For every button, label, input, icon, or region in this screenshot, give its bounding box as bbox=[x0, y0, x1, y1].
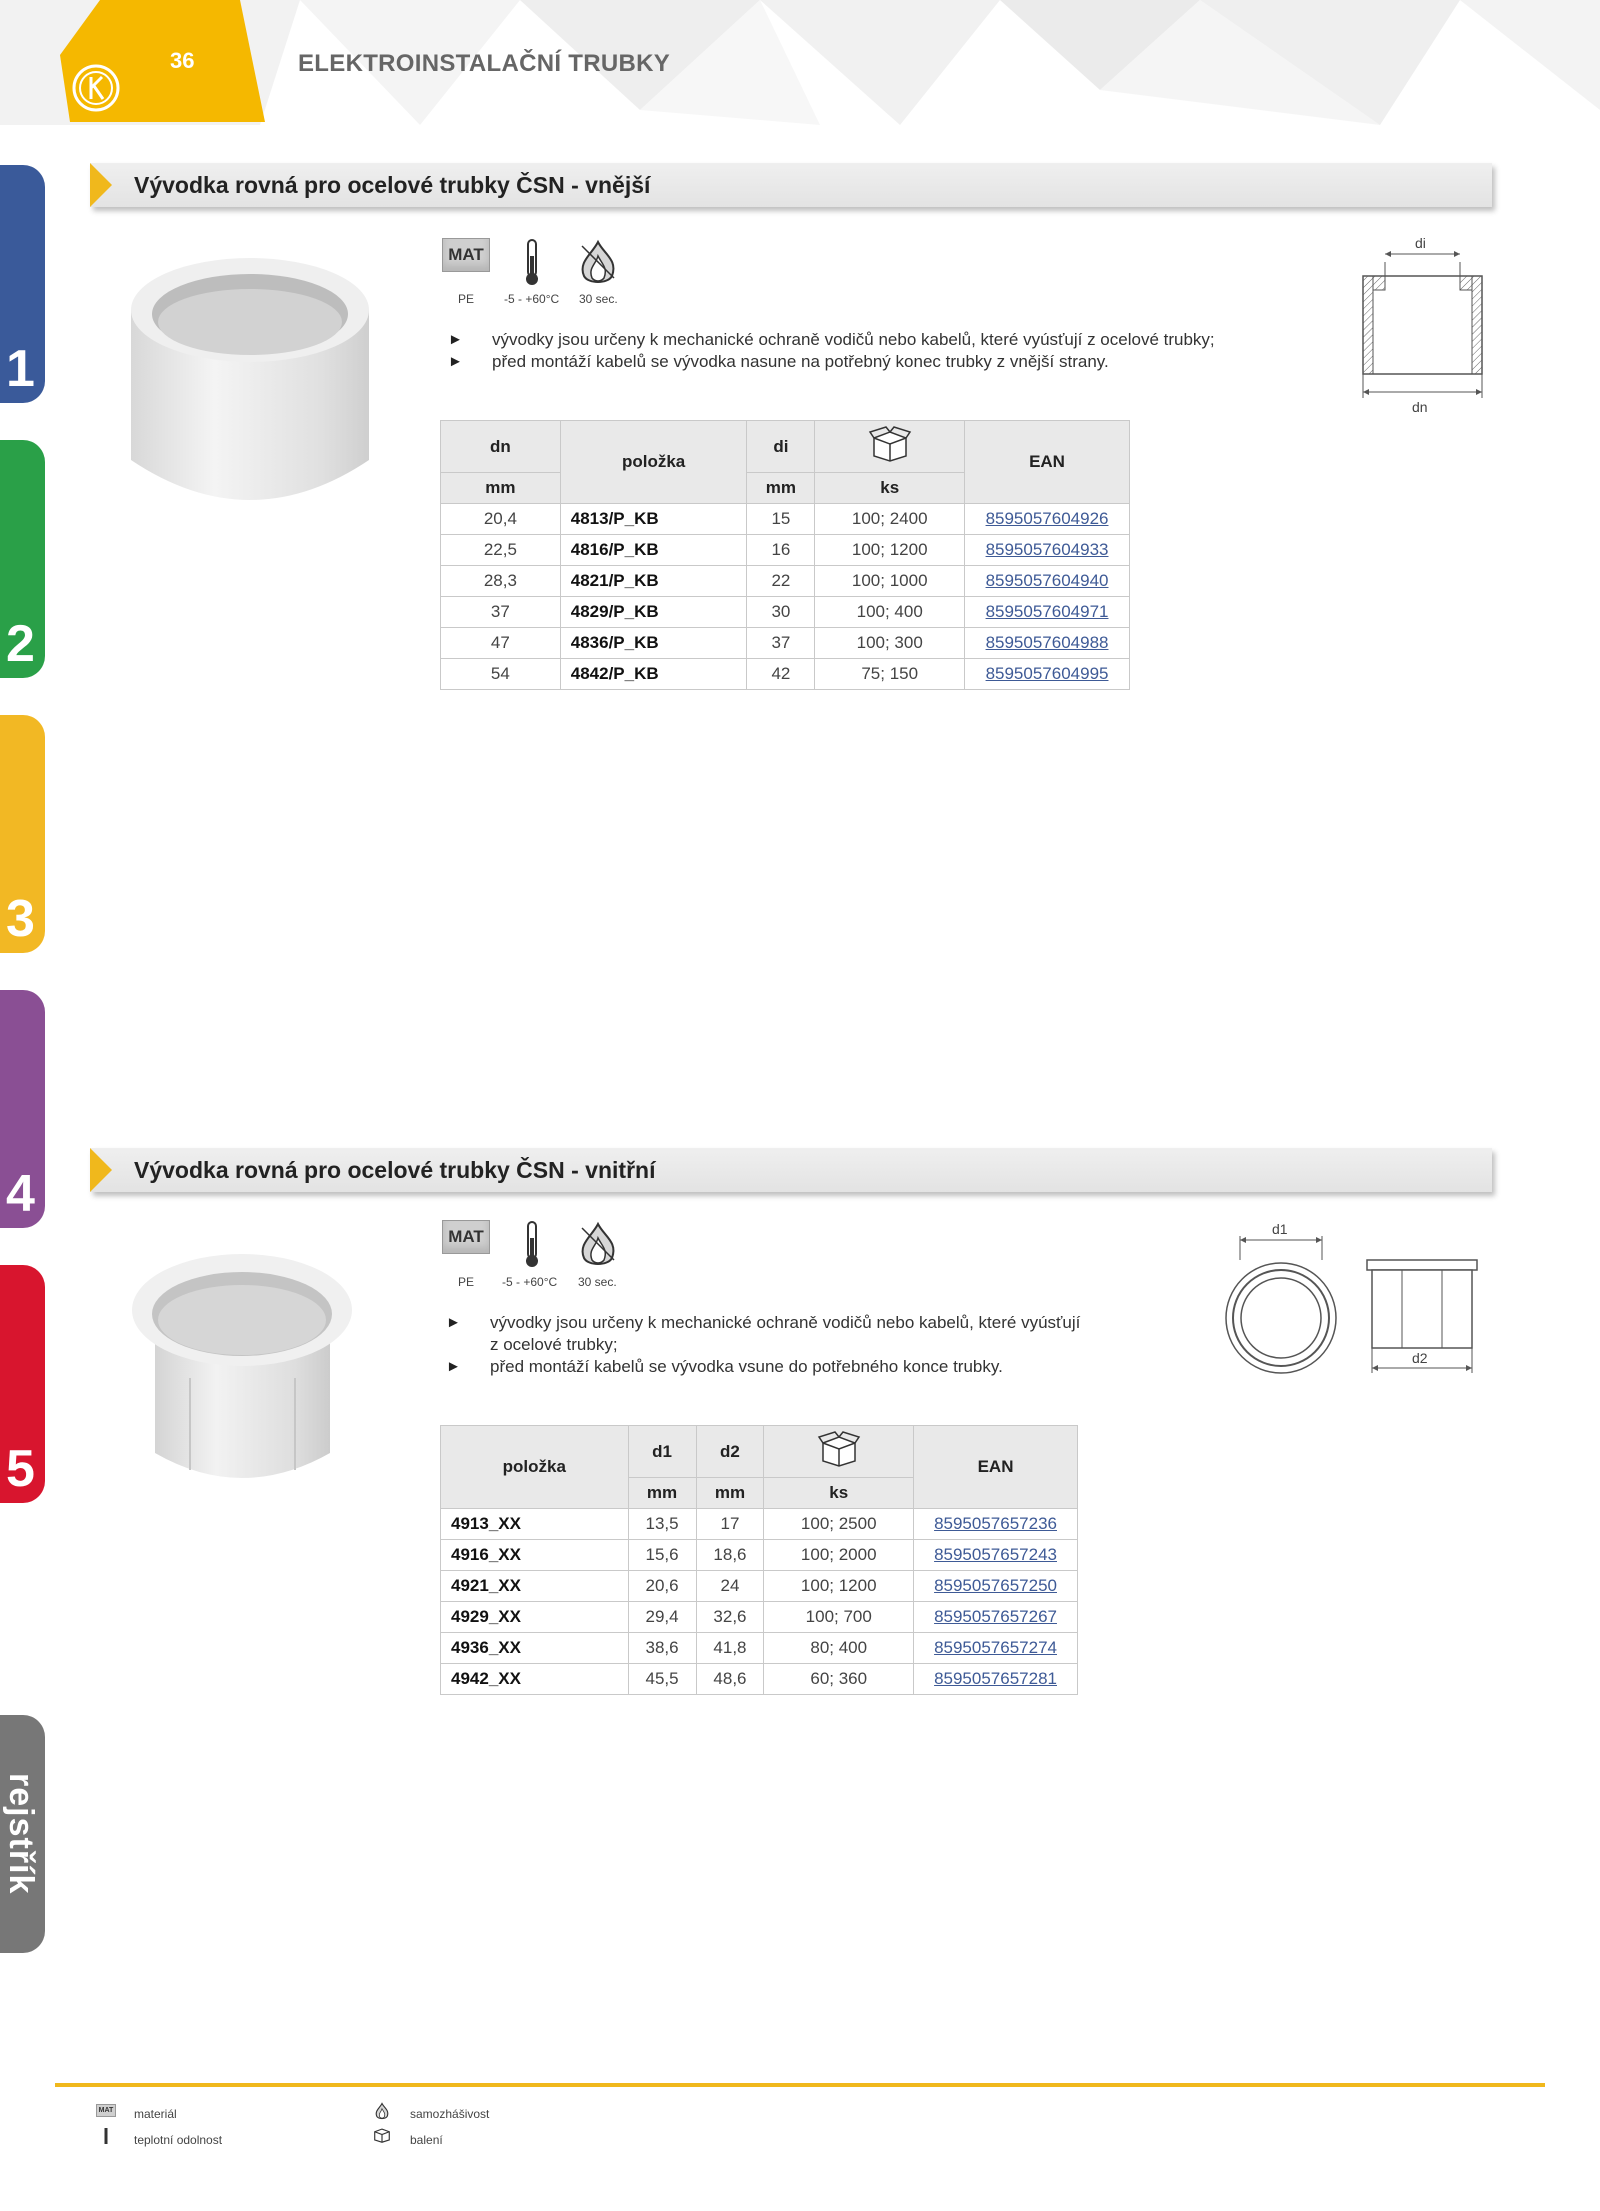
table-row bbox=[441, 659, 1130, 690]
cell-d2: 48,6 bbox=[696, 1664, 764, 1695]
ean-link[interactable]: 8595057604933 bbox=[965, 535, 1130, 566]
thermometer-icon bbox=[102, 2128, 110, 2146]
cell-code: 4942_XX bbox=[441, 1664, 629, 1695]
section-title-bar bbox=[90, 1148, 1492, 1192]
cell-d2: 18,6 bbox=[696, 1540, 764, 1571]
dimension-label: di bbox=[1415, 235, 1426, 251]
flame-icon bbox=[574, 238, 622, 286]
chapter-tab-3[interactable] bbox=[0, 715, 45, 953]
thermometer-icon bbox=[508, 238, 556, 286]
chapter-tab-5[interactable] bbox=[0, 1265, 45, 1503]
cell-d2: 32,6 bbox=[696, 1602, 764, 1633]
cell-ks: 75; 150 bbox=[815, 659, 965, 690]
cell-code: 4813/P_KB bbox=[560, 504, 747, 535]
cell-code: 4821/P_KB bbox=[560, 566, 747, 597]
ean-link[interactable]: 8595057657250 bbox=[914, 1571, 1078, 1602]
product-table-outer bbox=[440, 420, 1130, 690]
flame-icon bbox=[574, 1220, 622, 1268]
table-row bbox=[441, 1540, 1078, 1571]
column-header: dn bbox=[441, 421, 561, 473]
table-row bbox=[441, 597, 1130, 628]
table-row bbox=[441, 1633, 1078, 1664]
cell-d2: 41,8 bbox=[696, 1633, 764, 1664]
technical-drawing-inner bbox=[1222, 1218, 1492, 1380]
table-row bbox=[441, 628, 1130, 659]
cell-di: 15 bbox=[747, 504, 815, 535]
ean-link[interactable]: 8595057604926 bbox=[965, 504, 1130, 535]
box-icon bbox=[817, 1431, 861, 1467]
section-title-bar bbox=[90, 163, 1492, 207]
section-title: Vývodka rovná pro ocelové trubky ČSN - vnitřní bbox=[134, 1157, 656, 1183]
table-row bbox=[441, 535, 1130, 566]
cell-ks: 100; 700 bbox=[764, 1602, 914, 1633]
property-icons bbox=[442, 1220, 622, 1268]
feature-item: ► před montáží kabelů se vývodka vsune do potřebného konce trubky. bbox=[446, 1356, 1146, 1378]
legend-material-label: materiál bbox=[134, 2107, 177, 2121]
column-header: EAN bbox=[965, 421, 1130, 504]
self-extinguish-value: 30 sec. bbox=[578, 1275, 617, 1289]
cell-code: 4836/P_KB bbox=[560, 628, 747, 659]
ean-link[interactable]: 8595057657281 bbox=[914, 1664, 1078, 1695]
chapter-tab-4[interactable] bbox=[0, 990, 45, 1228]
packaging-header bbox=[815, 421, 965, 473]
ean-link[interactable]: 8595057604940 bbox=[965, 566, 1130, 597]
column-header: di bbox=[747, 421, 815, 473]
cell-ks: 100; 2500 bbox=[764, 1509, 914, 1540]
unit-header: mm bbox=[696, 1478, 764, 1509]
property-icons bbox=[442, 238, 622, 286]
temperature-value: -5 - +60°C bbox=[504, 292, 560, 306]
cell-d1: 20,6 bbox=[628, 1571, 696, 1602]
ean-link[interactable]: 8595057657243 bbox=[914, 1540, 1078, 1571]
cell-code: 4816/P_KB bbox=[560, 535, 747, 566]
cell-ks: 60; 360 bbox=[764, 1664, 914, 1695]
index-tab[interactable] bbox=[0, 1715, 45, 1953]
cell-ks: 100; 1200 bbox=[815, 535, 965, 566]
legend-packaging-label: balení bbox=[410, 2133, 443, 2147]
column-header: d2 bbox=[696, 1426, 764, 1478]
cell-ks: 100; 2400 bbox=[815, 504, 965, 535]
cell-ks: 100; 300 bbox=[815, 628, 965, 659]
product-table-inner bbox=[440, 1425, 1078, 1695]
column-header: EAN bbox=[914, 1426, 1078, 1509]
unit-header: mm bbox=[628, 1478, 696, 1509]
thermometer-icon bbox=[508, 1220, 556, 1268]
product-photo-inner-bushing bbox=[130, 1248, 355, 1498]
unit-header: mm bbox=[441, 473, 561, 504]
table-row bbox=[441, 566, 1130, 597]
product-photo-outer-bushing bbox=[125, 250, 375, 525]
table-row bbox=[441, 1571, 1078, 1602]
chapter-tab-2[interactable] bbox=[0, 440, 45, 678]
cell-ks: 100; 1200 bbox=[764, 1571, 914, 1602]
legend-self-extinguish-label: samozhášivost bbox=[410, 2107, 490, 2121]
cell-code: 4829/P_KB bbox=[560, 597, 747, 628]
dimension-label: d1 bbox=[1272, 1221, 1288, 1237]
cell-dn: 37 bbox=[441, 597, 561, 628]
column-header: položka bbox=[441, 1426, 629, 1509]
cell-dn: 54 bbox=[441, 659, 561, 690]
unit-header: ks bbox=[764, 1478, 914, 1509]
material-value: PE bbox=[458, 292, 475, 306]
box-icon bbox=[868, 426, 912, 462]
cell-d1: 15,6 bbox=[628, 1540, 696, 1571]
cell-code: 4929_XX bbox=[441, 1602, 629, 1633]
cell-d2: 24 bbox=[696, 1571, 764, 1602]
page-number: 36 bbox=[170, 48, 195, 73]
cell-ks: 80; 400 bbox=[764, 1633, 914, 1664]
ean-link[interactable]: 8595057604971 bbox=[965, 597, 1130, 628]
cell-dn: 20,4 bbox=[441, 504, 561, 535]
chapter-tab-label: 1 bbox=[6, 340, 35, 398]
cell-code: 4921_XX bbox=[441, 1571, 629, 1602]
material-icon: MAT bbox=[442, 238, 490, 272]
feature-item: ► vývodky jsou určeny k mechanické ochraně vodičů nebo kabelů, které vyúsťují z ocelové trubky; bbox=[448, 329, 1328, 351]
cell-ks: 100; 2000 bbox=[764, 1540, 914, 1571]
packaging-header bbox=[764, 1426, 914, 1478]
flame-icon bbox=[373, 2102, 391, 2120]
table-row bbox=[441, 1664, 1078, 1695]
section-marker-icon bbox=[90, 1148, 112, 1192]
box-icon bbox=[372, 2126, 392, 2143]
column-header: položka bbox=[560, 421, 747, 504]
unit-header: ks bbox=[815, 473, 965, 504]
page-title: ELEKTROINSTALAČNÍ TRUBKY bbox=[298, 50, 671, 77]
unit-header: mm bbox=[747, 473, 815, 504]
feature-item bbox=[446, 1312, 1146, 1356]
chapter-tab-label: 4 bbox=[6, 1165, 35, 1223]
feature-item: ► před montáží kabelů se vývodka nasune na potřebný konec trubky z vnější strany. bbox=[448, 351, 1328, 373]
ean-link[interactable]: 8595057657267 bbox=[914, 1602, 1078, 1633]
cell-d1: 38,6 bbox=[628, 1633, 696, 1664]
material-value: PE bbox=[458, 1275, 475, 1289]
legend-temperature-label: teplotní odolnost bbox=[134, 2133, 223, 2147]
feature-list bbox=[448, 329, 1328, 373]
company-logo bbox=[72, 64, 120, 112]
dimension-label: d2 bbox=[1412, 1350, 1428, 1366]
cell-di: 16 bbox=[747, 535, 815, 566]
ean-link[interactable]: 8595057604988 bbox=[965, 628, 1130, 659]
ean-link[interactable]: 8595057657274 bbox=[914, 1633, 1078, 1664]
cell-dn: 47 bbox=[441, 628, 561, 659]
cell-code: 4936_XX bbox=[441, 1633, 629, 1664]
section-title: Vývodka rovná pro ocelové trubky ČSN - vnější bbox=[134, 172, 651, 198]
cell-dn: 28,3 bbox=[441, 566, 561, 597]
cell-code: 4842/P_KB bbox=[560, 659, 747, 690]
material-icon: MAT bbox=[442, 1220, 490, 1254]
chapter-tab-label: 5 bbox=[6, 1440, 35, 1498]
feature-list bbox=[446, 1312, 1146, 1378]
cell-ks: 100; 400 bbox=[815, 597, 965, 628]
technical-drawing-outer bbox=[1355, 232, 1490, 422]
table-row bbox=[441, 1509, 1078, 1540]
ean-link[interactable]: 8595057604995 bbox=[965, 659, 1130, 690]
dimension-label: dn bbox=[1412, 399, 1428, 415]
cell-di: 30 bbox=[747, 597, 815, 628]
chapter-tab-1[interactable] bbox=[0, 165, 45, 403]
cell-di: 37 bbox=[747, 628, 815, 659]
cell-d1: 45,5 bbox=[628, 1664, 696, 1695]
cell-ks: 100; 1000 bbox=[815, 566, 965, 597]
table-row bbox=[441, 504, 1130, 535]
cell-code: 4913_XX bbox=[441, 1509, 629, 1540]
header-background bbox=[0, 0, 1600, 125]
column-header: d1 bbox=[628, 1426, 696, 1478]
cell-d1: 13,5 bbox=[628, 1509, 696, 1540]
section-marker-icon bbox=[90, 163, 112, 207]
feature-item-line: vývodky jsou určeny k mechanické ochraně vodičů nebo kabelů, které vyúsťují bbox=[490, 1313, 1081, 1332]
chapter-tab-label: 2 bbox=[6, 615, 35, 673]
cell-d1: 29,4 bbox=[628, 1602, 696, 1633]
ean-link[interactable]: 8595057657236 bbox=[914, 1509, 1078, 1540]
table-row bbox=[441, 1602, 1078, 1633]
footer-divider bbox=[55, 2083, 1545, 2087]
chapter-tab-label: 3 bbox=[6, 890, 35, 948]
cell-d2: 17 bbox=[696, 1509, 764, 1540]
cell-di: 42 bbox=[747, 659, 815, 690]
cell-code: 4916_XX bbox=[441, 1540, 629, 1571]
self-extinguish-value: 30 sec. bbox=[579, 292, 618, 306]
cell-dn: 22,5 bbox=[441, 535, 561, 566]
cell-di: 22 bbox=[747, 566, 815, 597]
temperature-value: -5 - +60°C bbox=[502, 1275, 558, 1289]
material-icon: MAT bbox=[96, 2104, 116, 2117]
index-tab-label: rejstřík bbox=[2, 1773, 40, 1895]
feature-item-line: z ocelové trubky; bbox=[490, 1335, 618, 1354]
